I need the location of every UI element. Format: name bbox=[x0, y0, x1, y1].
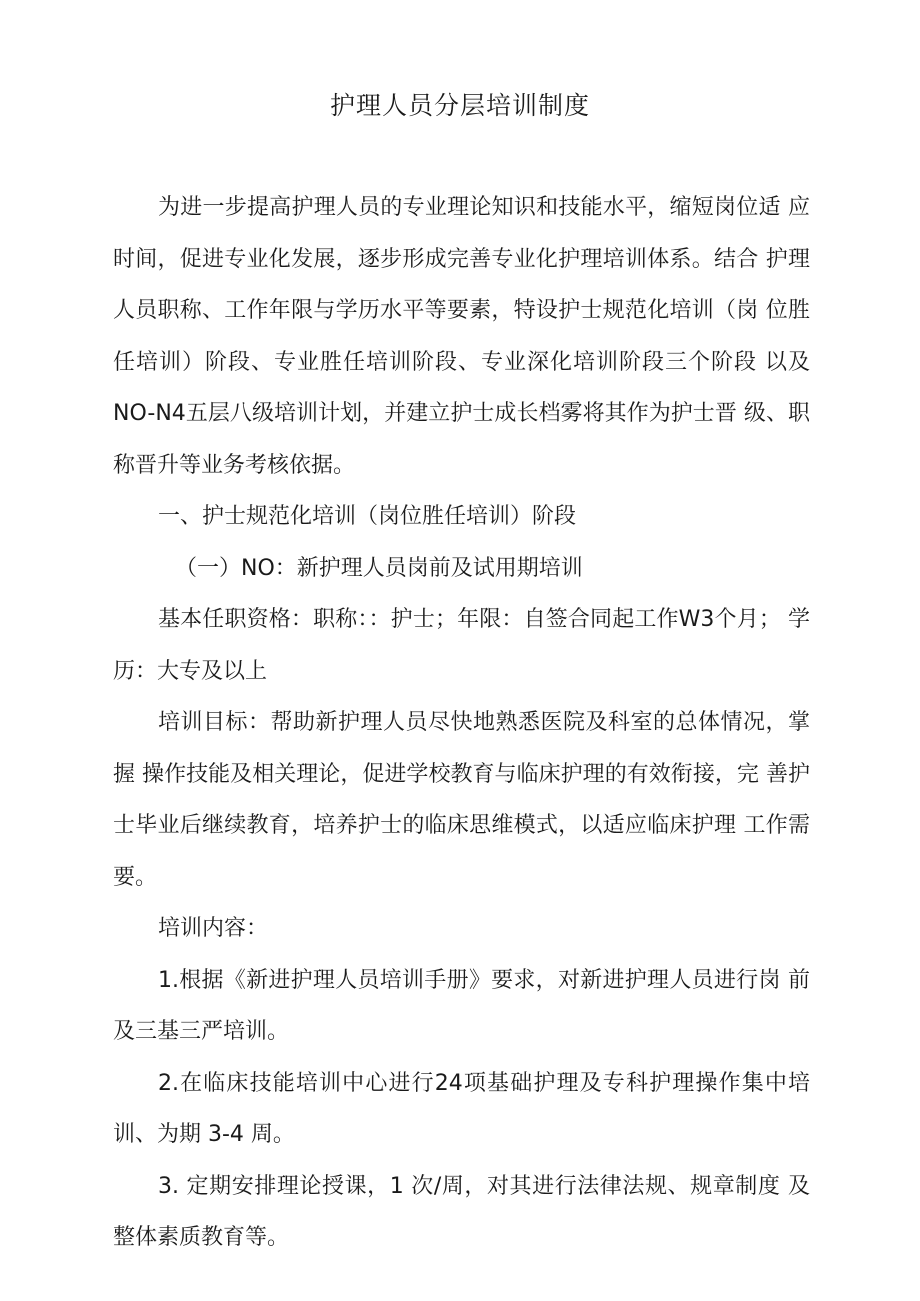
subsection-heading-n0: （一）NO：新护理人员岗前及试用期培训 bbox=[175, 555, 583, 581]
qualification-paragraph: 基本任职资格：职称：：护士；年限：自签合同起工作W3个月； 学历：大专及以上 bbox=[113, 607, 810, 684]
training-item-3: 3. 定期安排理论授课，1 次/周，对其进行法律法规、规章制度 及整体素质教育等。 bbox=[113, 1173, 810, 1250]
training-content-label: 培训内容： bbox=[158, 916, 269, 941]
document-body bbox=[113, 182, 810, 1264]
training-goal-paragraph: 培训目标：帮助新护理人员尽快地熟悉医院及科室的总体情况，掌握 操作技能及相关理论，促进学校教育与临床护理的有效衔接，完 善护士毕业后继续教育，培养护士的临床思维模式，以适应临床护理 工作需要。 bbox=[113, 710, 810, 890]
section-heading-1: 一、护士规范化培训（岗位胜任培训）阶段 bbox=[158, 504, 577, 529]
intro-paragraph: 为进一步提高护理人员的专业理论知识和技能水平，缩短岗位适 应时间，促进专业化发展，逐步形成完善专业化护理培训体系。结合 护理人员职称、工作年限与学历水平等要素，特设护士规范化培训（岗 位胜任培训）阶段、专业胜任培训阶段、专业深化培训阶段三个阶段 以及 NO-N4五层八级培训计划，并建立护士成长档雾将其作为护士晋 级、职称晋升等业务考核依据。 bbox=[113, 195, 810, 478]
training-item-1: 1.根据《新进护理人员培训手册》要求，对新进护理人员进行岗 前及三基三严培训。 bbox=[113, 967, 810, 1044]
document-title: 护理人员分层培训制度 bbox=[329, 91, 590, 120]
training-item-2: 2.在临床技能培训中心进行24项基础护理及专科护理操作集中培训、为期 3-4 周。 bbox=[113, 1070, 810, 1147]
